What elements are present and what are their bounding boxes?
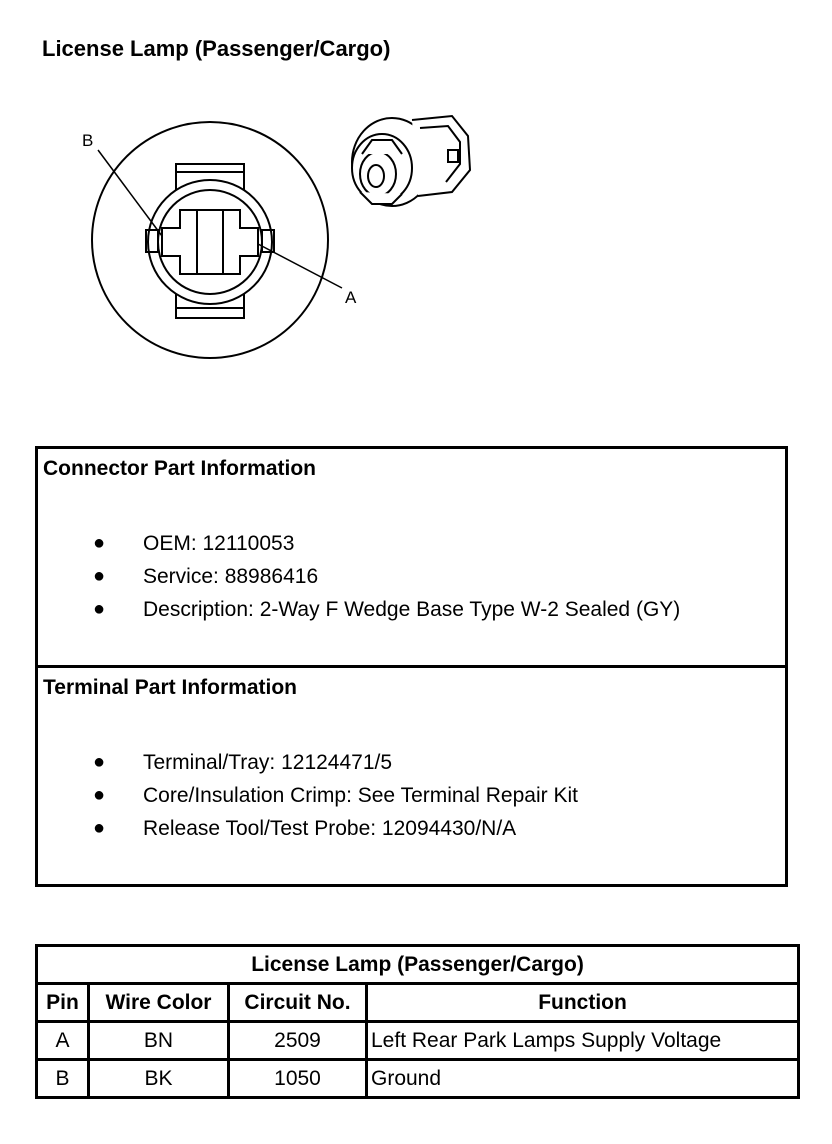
cell-wire-color: BN [89, 1022, 229, 1060]
list-item [38, 593, 785, 626]
connector-info-heading: Connector Part Information [43, 457, 317, 480]
table-title: License Lamp (Passenger/Cargo) [37, 946, 799, 984]
terminal-info-heading: Terminal Part Information [43, 676, 297, 699]
cell-pin: B [37, 1060, 89, 1098]
table-header-row [37, 984, 799, 1022]
cell-circuit-no: 1050 [229, 1060, 367, 1098]
cell-function: Ground [367, 1060, 799, 1098]
column-header-pin: Pin [37, 984, 89, 1022]
list-item-text: Service: 88986416 [143, 565, 319, 588]
pinout-table [35, 944, 800, 1099]
pin-label-a: A [345, 288, 357, 307]
table-title-row [37, 946, 799, 984]
cell-circuit-no: 2509 [229, 1022, 367, 1060]
list-item-text: Release Tool/Test Probe: 12094430/N/A [143, 817, 517, 840]
table-row [37, 1022, 799, 1060]
list-item [38, 779, 785, 812]
bullet-icon: ● [93, 565, 106, 587]
connector-part-information [35, 446, 788, 668]
table-row [37, 1060, 799, 1098]
list-item [38, 560, 785, 593]
terminal-info-list [38, 746, 785, 845]
list-item-text: Core/Insulation Crimp: See Terminal Repair Kit [143, 784, 578, 807]
bullet-icon: ● [93, 784, 106, 806]
connector-diagram [0, 100, 520, 410]
list-item [38, 812, 785, 845]
connector-3d-sketch [352, 116, 470, 206]
list-item [38, 746, 785, 779]
cell-wire-color: BK [89, 1060, 229, 1098]
page-title: License Lamp (Passenger/Cargo) [42, 36, 391, 61]
bullet-icon: ● [93, 598, 106, 620]
connector-face [92, 122, 328, 358]
connector-info-list [38, 527, 785, 626]
column-header-circuit-no: Circuit No. [229, 984, 367, 1022]
list-item-text: Description: 2-Way F Wedge Base Type W-2 Sealed (GY) [143, 598, 681, 621]
cell-function: Left Rear Park Lamps Supply Voltage [367, 1022, 799, 1060]
bullet-icon: ● [93, 817, 106, 839]
list-item-text: Terminal/Tray: 12124471/5 [143, 751, 393, 774]
bullet-icon: ● [93, 751, 106, 773]
terminal-part-information [35, 665, 788, 887]
list-item-text: OEM: 12110053 [143, 532, 295, 555]
list-item [38, 527, 785, 560]
cell-pin: A [37, 1022, 89, 1060]
column-header-wire-color: Wire Color [89, 984, 229, 1022]
bullet-icon: ● [93, 532, 106, 554]
pin-label-b: B [82, 131, 94, 150]
column-header-function: Function [367, 984, 799, 1022]
